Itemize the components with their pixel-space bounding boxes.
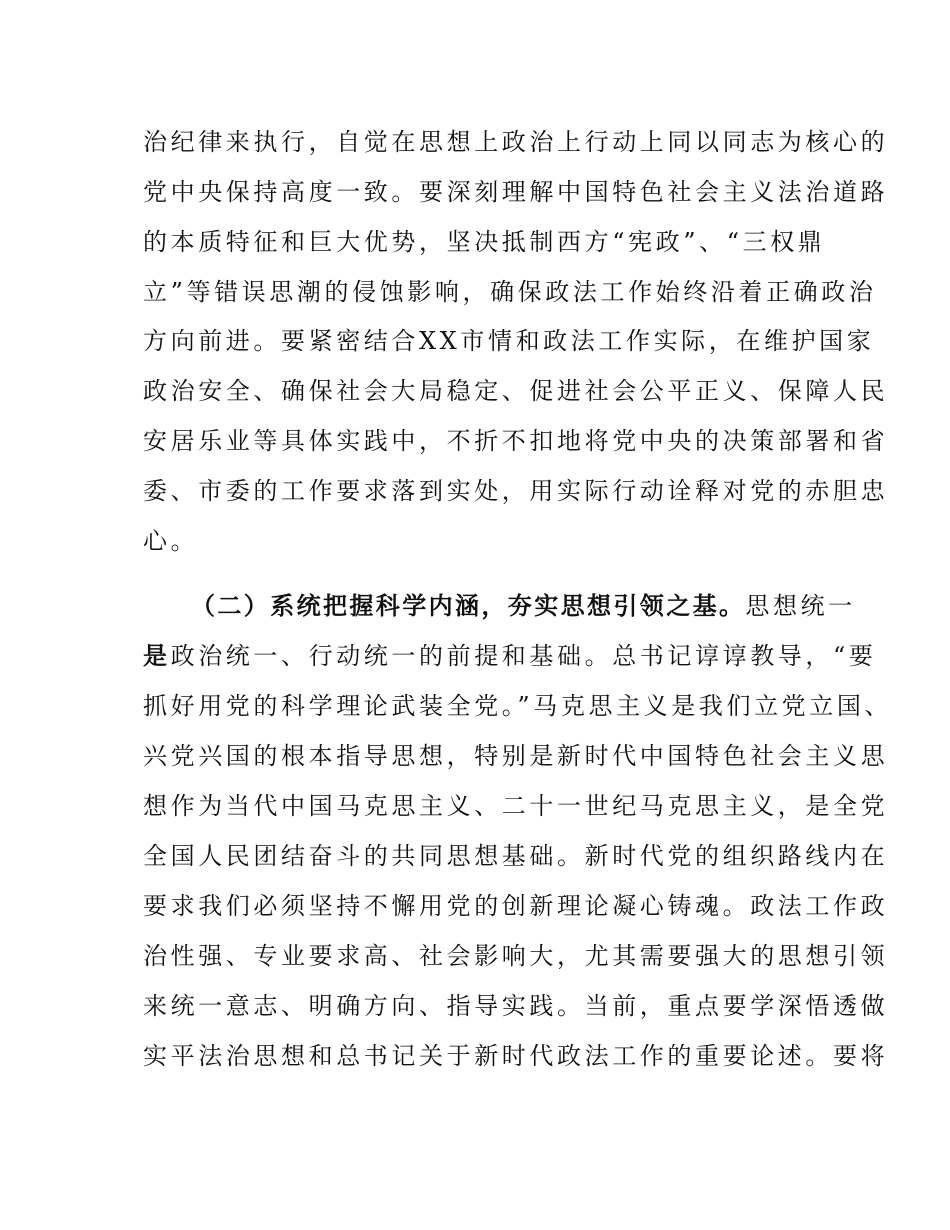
paragraph2-line-9: 来统一意志、明确方向、指导实践。当前，重点要学深悟透做 (143, 992, 889, 1020)
paragraph1-line-2: 党中央保持高度一致。要深刻理解中国特色社会主义法治道路 (143, 178, 889, 206)
paragraph2-line-1 (191, 586, 891, 626)
paragraph2-line-2-rest: 政治统一、行动统一的前提和基础。总书记谆谆教导，“要 (170, 642, 877, 670)
paragraph2-line-7: 要求我们必须坚持不懈用党的创新理论凝心铸魂。政法工作政 (143, 892, 889, 920)
paragraph2-line-4: 兴党兴国的根本指导思想，特别是新时代中国特色社会主义思 (143, 742, 889, 770)
paragraph2-line-5: 想作为当代中国马克思主义、二十一世纪马克思主义，是全党 (143, 792, 889, 820)
paragraph2-line-2-lead: 是 (143, 642, 171, 670)
section-heading: （二）系统把握科学内涵，夯实思想引领之基。 (191, 592, 746, 620)
paragraph2-line-3: 抓好用党的科学理论武装全党。”马克思主义是我们立党立国、 (143, 692, 893, 720)
paragraph1-line-3: 的本质特征和巨大优势，坚决抵制西方“宪政”、“三权鼎 (143, 228, 826, 256)
paragraph2-line-10: 实平法治思想和总书记关于新时代政法工作的重要论述。要将 (143, 1042, 889, 1070)
paragraph1-line-1: 治纪律来执行，自觉在思想上政治上行动上同以同志为核心的 (143, 128, 889, 156)
paragraph1-line-7: 安居乐业等具体实践中，不折不扣地将党中央的决策部署和省 (143, 427, 889, 455)
paragraph1-line-4: 立”等错误思潮的侵蚀影响，确保政法工作始终沿着正确政治 (143, 278, 877, 306)
paragraph1-line-9: 心。 (143, 527, 199, 555)
paragraph1-line-8: 委、市委的工作要求落到实处，用实际行动诠释对党的赤胆忠 (143, 477, 889, 505)
paragraph1-line-6: 政治安全、确保社会大局稳定、促进社会公平正义、保障人民 (143, 377, 889, 405)
paragraph2-line-2 (143, 636, 877, 676)
paragraph1-line-5: 方向前进。要紧密结合XX市情和政法工作实际，在维护国家 (143, 327, 875, 355)
paragraph2-line-6: 全国人民团结奋斗的共同思想基础。新时代党的组织路线内在 (143, 842, 889, 870)
paragraph2-line-8: 治性强、专业要求高、社会影响大，尤其需要强大的思想引领 (143, 942, 889, 970)
paragraph2-line-1-rest: 思想统一 (745, 592, 856, 620)
